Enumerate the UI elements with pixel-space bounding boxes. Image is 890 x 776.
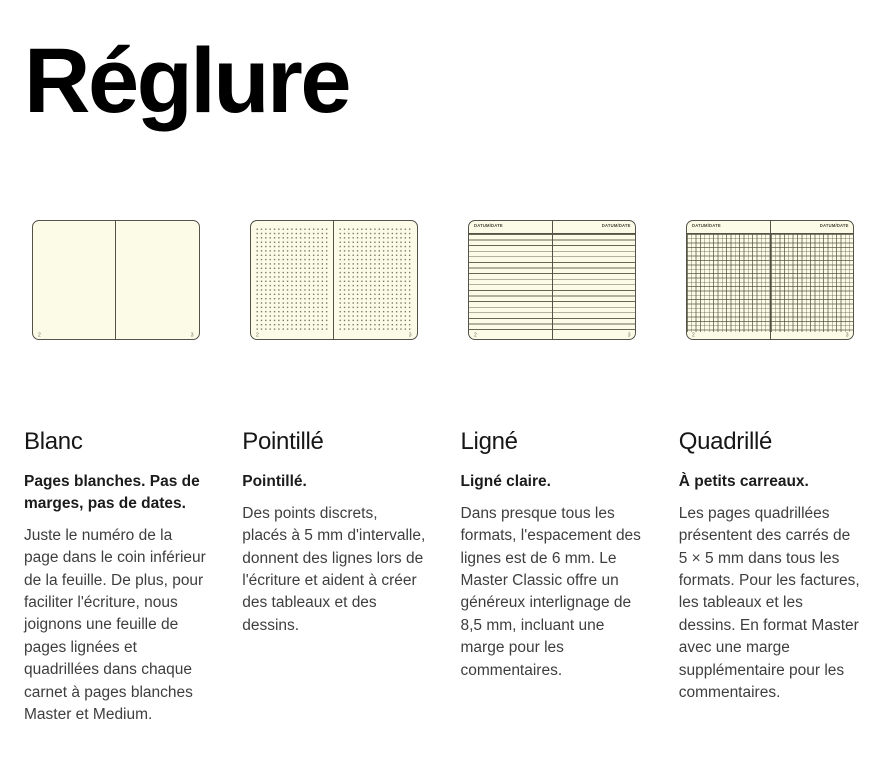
date-label: DATUM/DATE [601, 223, 631, 229]
date-header [469, 221, 552, 234]
card-blanc [24, 220, 207, 726]
card-title-quadrille: Quadrillé [678, 428, 773, 455]
card-body-blanc: Juste le numéro de la page dans le coin inférieur de la feuille. De plus, pour faciliter l'écriture, nous joignons une feuille de pages lignées et quadrillées dans chaque carnet à pages blanches Master et Medium. [24, 526, 206, 724]
card-title-blanc: Blanc [24, 428, 83, 455]
date-label: DATUM/DATE [819, 223, 849, 229]
card-subtitle-blanc: Pages blanches. Pas de marges, pas de dates. [24, 472, 200, 512]
card-title-ligne: Ligné [460, 428, 518, 455]
date-label: DATUM/DATE [474, 223, 503, 229]
page-number: 2 [692, 332, 696, 338]
notebook-ruled-illustration [468, 220, 636, 340]
dot-grid-pattern [338, 227, 413, 331]
notebook-left-page [469, 221, 552, 339]
card-body-quadrille: Les pages quadrillées présentent des carrés de 5 × 5 mm dans tous les formats. Pour les factures, les tableaux et les dessins. En format Master avec une marge supplémentaire pour les commentaires. [678, 504, 860, 702]
notebook-right-page [771, 221, 854, 339]
notebook-right-page [334, 221, 417, 339]
page-number: 3 [627, 332, 631, 338]
notebook-squared-illustration [686, 220, 854, 340]
notebook-right-page [553, 221, 636, 339]
card-ligne [461, 220, 644, 726]
notebook-right-page [116, 221, 199, 339]
card-subtitle-quadrille: À petits carreaux. [678, 472, 809, 490]
page-number: 3 [190, 332, 194, 338]
card-body-ligne: Dans presque tous les formats, l'espacement des lignes est de 6 mm. Le Master Classic offre un généreux interlignage de 8,5 mm, incluant une marge pour les commentaires. [460, 504, 641, 679]
page-number: 2 [255, 332, 259, 338]
card-subtitle-ligne: Ligné claire. [460, 472, 551, 490]
page-number: 3 [845, 332, 849, 338]
card-quadrille [679, 220, 862, 726]
notebook-left-page [33, 221, 116, 339]
date-label: DATUM/DATE [692, 223, 722, 229]
notebook-dotted-illustration [250, 220, 418, 340]
square-grid-pattern [771, 234, 854, 332]
notebook-left-page [251, 221, 334, 339]
date-header [771, 221, 854, 234]
notebook-blank-illustration [32, 220, 200, 340]
card-body-pointille: Des points discrets, placés à 5 mm d'intervalle, donnent des lignes lors de l'écriture et aident à créer des tableaux et des dessins. [242, 504, 426, 634]
page-number: 3 [409, 332, 412, 338]
ruling-cards [24, 220, 862, 726]
page-number: 2 [37, 332, 41, 338]
date-header [553, 221, 636, 234]
date-header [687, 221, 770, 234]
page-title: Réglure [24, 30, 350, 132]
card-pointille [242, 220, 425, 726]
card-title-pointille: Pointillé [242, 428, 324, 455]
card-subtitle-pointille: Pointillé. [242, 472, 307, 490]
page-number: 2 [474, 332, 477, 338]
notebook-left-page [687, 221, 770, 339]
ruled-lines-pattern [469, 234, 552, 332]
square-grid-pattern [687, 234, 770, 332]
dot-grid-pattern [255, 227, 330, 331]
ruled-lines-pattern [553, 234, 636, 332]
